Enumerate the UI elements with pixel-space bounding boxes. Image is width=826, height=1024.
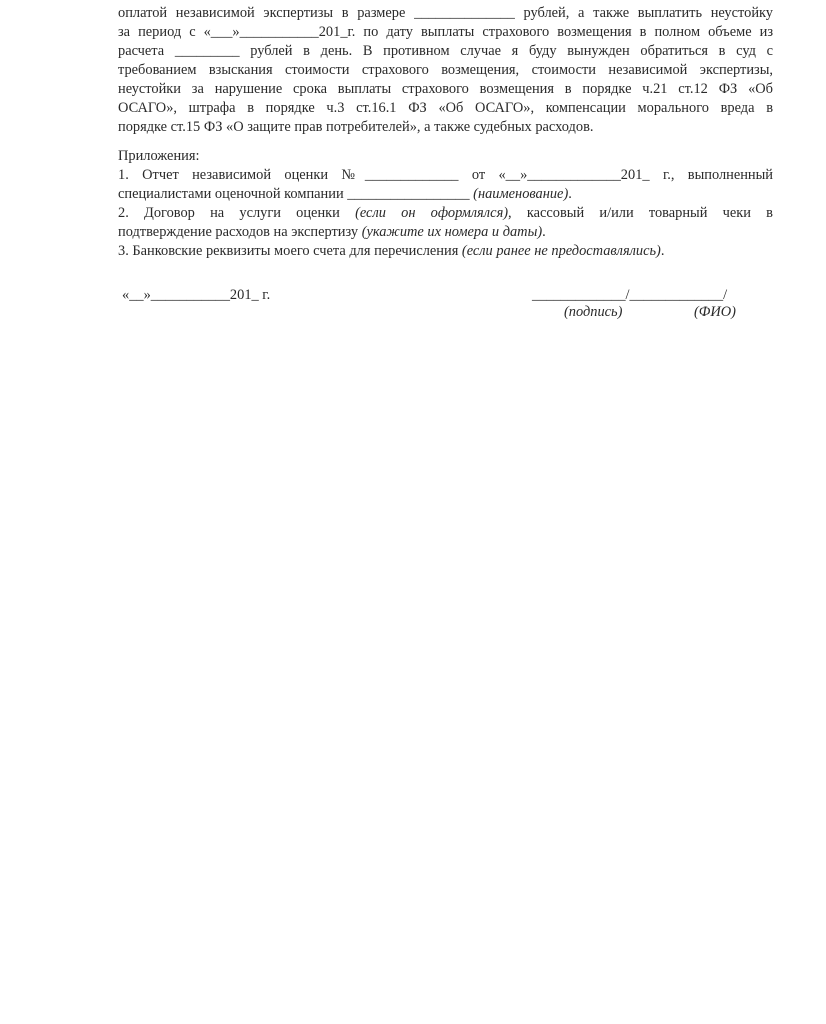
paragraph-line: порядке ст.15 ФЗ «О защите прав потребителей», а также судебных расходов. xyxy=(118,119,594,135)
signature-caption: (подпись) xyxy=(564,304,623,320)
date-field: «__»___________201_ г. xyxy=(122,287,271,303)
paragraph-line: за период с «___»___________201_г. по дату выплаты страхового возмещения в полном объеме из xyxy=(118,24,773,40)
paragraph-line: неустойки за нарушение срока выплаты страхового возмещения в порядке ч.21 ст.12 ФЗ «Об xyxy=(118,81,773,97)
paragraph-line: ОСАГО», штрафа в порядке ч.3 ст.16.1 ФЗ «Об ОСАГО», компенсации морального вреда в xyxy=(118,100,773,116)
attachment-item-2-line-2 xyxy=(118,223,773,242)
attachment-punct: . xyxy=(660,243,665,259)
signature-field: _____________/_____________/ xyxy=(532,287,728,303)
attachment-note: (наименование) xyxy=(473,186,569,202)
attachment-item-1-line-1: 1. Отчет независимой оценки №_____________ от «__»_____________201_ г., выполненный xyxy=(118,167,773,183)
attachment-note: (если ранее не предоставлялись) xyxy=(461,243,661,259)
attachment-note: (если он оформлялся) xyxy=(355,205,509,221)
attachment-item-2-line-1 xyxy=(118,204,773,223)
attachment-item-3 xyxy=(118,242,773,261)
attachments-section xyxy=(118,147,773,261)
attachments-heading: Приложения: xyxy=(118,148,200,164)
fio-caption: (ФИО) xyxy=(694,304,736,320)
attachment-text: 2. Договор на услуги оценки xyxy=(118,205,356,221)
attachment-text: подтверждение расходов на экспертизу xyxy=(118,224,362,240)
attachment-text: специалистами оценочной компании _________________ xyxy=(118,186,474,202)
paragraph-line: требованием взыскания стоимости страхового возмещения, стоимости независимой экспертизы, xyxy=(118,62,773,78)
claim-paragraph xyxy=(118,4,773,137)
attachment-punct: . xyxy=(542,224,546,240)
attachment-note: (укажите их номера и даты) xyxy=(361,224,543,240)
attachment-punct: . xyxy=(568,186,572,202)
paragraph-line: расчета _________ рублей в день. В противном случае я буду вынужден обратиться в суд с xyxy=(118,43,773,59)
attachment-item-1-line-2 xyxy=(118,185,773,204)
attachment-text: 3. Банковские реквизиты моего счета для перечисления xyxy=(118,243,462,259)
attachment-text: , кассовый и/или товарный чеки в xyxy=(508,205,773,221)
paragraph-line: оплатой независимой экспертизы в размере ______________ рублей, а также выплатить неустойку xyxy=(118,5,773,21)
